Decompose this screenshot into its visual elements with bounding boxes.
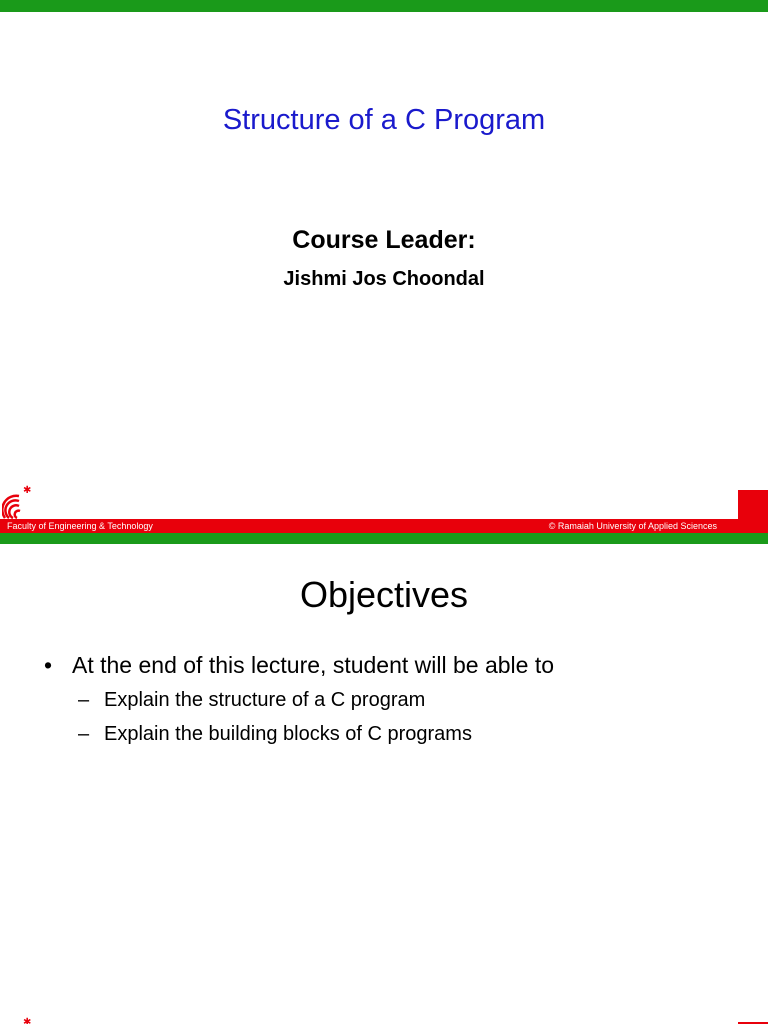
svg-text:✱: ✱ <box>23 485 32 496</box>
objectives-slide <box>0 544 768 1024</box>
footer-right-text: © Ramaiah University of Applied Sciences <box>548 521 717 531</box>
top-green-bar <box>0 0 768 12</box>
red-corner-block <box>738 490 768 520</box>
sub-item-text: Explain the structure of a C program <box>104 689 426 711</box>
course-leader-label: Course Leader: <box>292 226 476 254</box>
sub-item-text: Explain the building blocks of C programs <box>104 723 472 745</box>
university-logo-icon <box>2 482 32 520</box>
bottom-green-bar <box>0 533 768 544</box>
slide-title: Objectives <box>299 574 469 615</box>
dash-glyph: – <box>78 723 90 745</box>
footer-left-text: Faculty of Engineering & Technology <box>7 521 153 531</box>
bullet-item <box>44 652 554 679</box>
sub-item <box>78 689 425 712</box>
course-leader-name: Jishmi Jos Choondal <box>283 268 485 290</box>
sub-item <box>78 723 472 746</box>
bullet-glyph: • <box>44 652 53 678</box>
slide-title: Structure of a C Program <box>222 104 546 136</box>
svg-text:✱: ✱ <box>23 1017 32 1024</box>
university-logo-icon <box>2 1014 32 1024</box>
bullet-text: At the end of this lecture, student will be able to <box>72 652 555 678</box>
dash-glyph: – <box>78 689 90 711</box>
